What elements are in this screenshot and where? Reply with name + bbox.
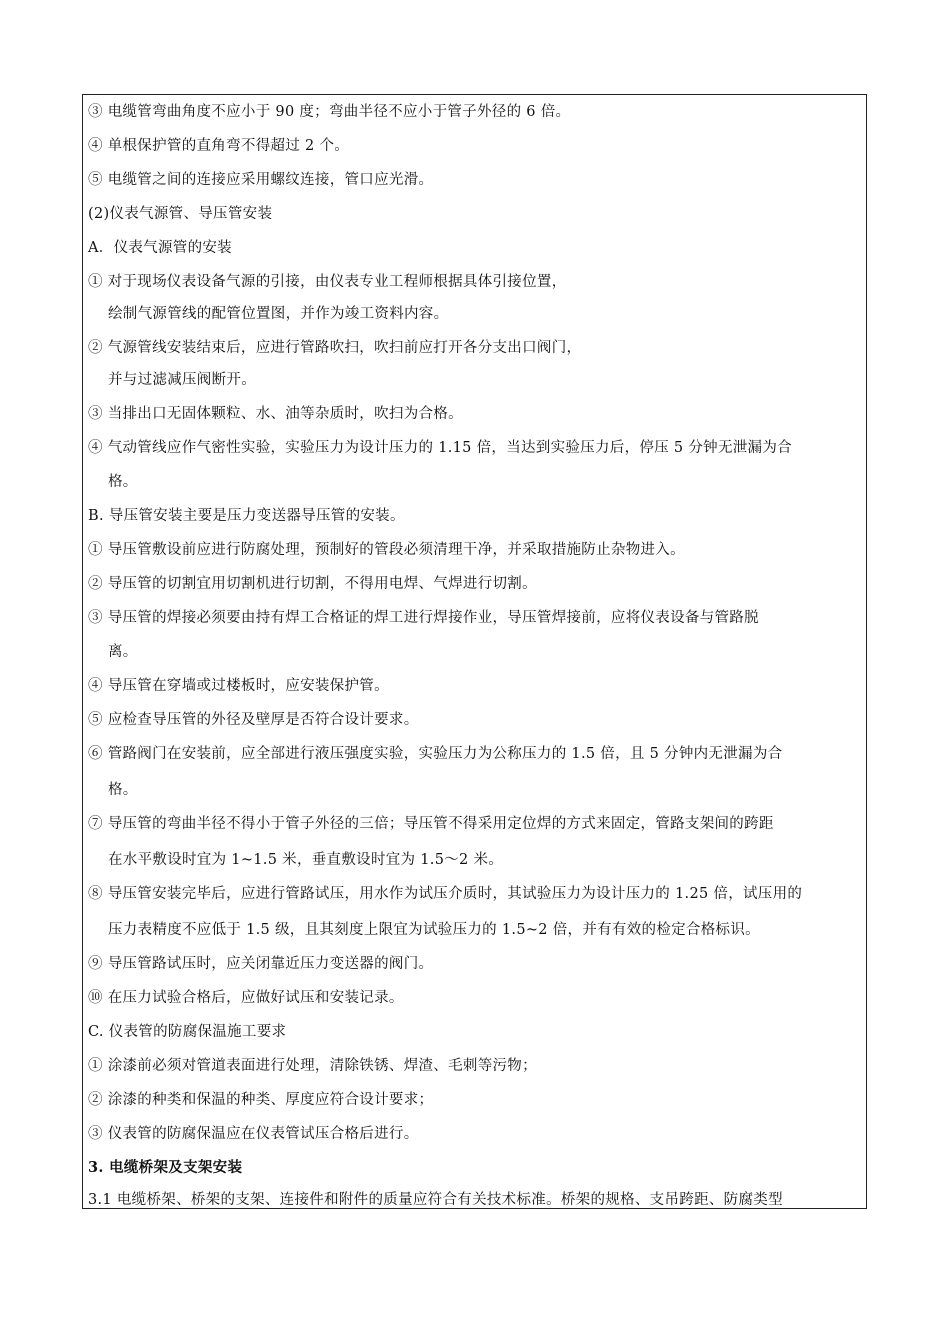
text-line: ① 涂漆前必须对管道表面进行处理，清除铁锈、焊渣、毛刺等污物；	[88, 1058, 537, 1074]
text-line: A．仪表气源管的安装	[88, 240, 232, 256]
text-line: B. 导压管安装主要是压力变送器导压管的安装。	[88, 508, 405, 524]
text-line: ② 导压管的切割宜用切割机进行切割，不得用电焊、气焊进行切割。	[88, 576, 537, 592]
text-line: ⑨ 导压管路试压时，应关闭靠近压力变送器的阀门。	[88, 956, 434, 972]
text-line: ④ 气动管线应作气密性实验，实验压力为设计压力的 1.15 倍，当达到实验压力后，停压 5 分钟无泄漏为合	[88, 440, 792, 456]
text-line: ② 涂漆的种类和保温的种类、厚度应符合设计要求；	[88, 1092, 434, 1108]
text-line: 在水平敷设时宜为 1~1.5 米，垂直敷设时宜为 1.5～2 米。	[108, 852, 504, 868]
text-line: ⑩ 在压力试验合格后，应做好试压和安装记录。	[88, 990, 404, 1006]
text-line: ③ 导压管的焊接必须要由持有焊工合格证的焊工进行焊接作业，导压管焊接前，应将仪表设备与管路脱	[88, 610, 759, 626]
text-line: 格。	[108, 782, 138, 798]
text-line: ② 气源管线安装结束后，应进行管路吹扫，吹扫前应打开各分支出口阀门，	[88, 340, 582, 356]
text-line: 并与过滤减压阀断开。	[108, 372, 256, 388]
text-line: 压力表精度不应低于 1.5 级，且其刻度上限宜为试验压力的 1.5~2 倍，并有有效的检定合格标识。	[108, 922, 760, 938]
text-line: ① 对于现场仪表设备气源的引接，由仪表专业工程师根据具体引接位置，	[88, 274, 567, 290]
text-line: ③ 当排出口无固体颗粒、水、油等杂质时，吹扫为合格。	[88, 406, 463, 422]
text-line: ① 导压管敷设前应进行防腐处理，预制好的管段必须清理干净，并采取措施防止杂物进入。	[88, 542, 685, 558]
text-line: ⑥ 管路阀门在安装前，应全部进行液压强度实验，实验压力为公称压力的 1.5 倍，且 5 分钟内无泄漏为合	[88, 746, 783, 762]
text-line: 离。	[108, 644, 138, 660]
text-line: 3.1 电缆桥架、桥架的支架、连接件和附件的质量应符合有关技术标准。桥架的规格、支吊跨距、防腐类型	[88, 1192, 783, 1208]
text-line: ③ 仪表管的防腐保温应在仪表管试压合格后进行。	[88, 1126, 419, 1142]
text-line: 绘制气源管线的配管位置图，并作为竣工资料内容。	[108, 306, 449, 322]
text-line: ⑤ 电缆管之间的连接应采用螺纹连接，管口应光滑。	[88, 172, 434, 188]
text-line: ④ 导压管在穿墙或过楼板时，应安装保护管。	[88, 678, 389, 694]
text-line: C. 仪表管的防腐保温施工要求	[88, 1024, 287, 1040]
text-line: 格。	[108, 474, 138, 490]
text-line: ⑧ 导压管安装完毕后，应进行管路试压，用水作为试压介质时，其试验压力为设计压力的 1.25 倍，试压用的	[88, 886, 803, 902]
text-line: ④ 单根保护管的直角弯不得超过 2 个。	[88, 138, 350, 154]
text-line: (2)仪表气源管、导压管安装	[88, 206, 273, 222]
text-line: ⑦ 导压管的弯曲半径不得小于管子外径的三倍；导压管不得采用定位焊的方式来固定，管路支架间的跨距	[88, 816, 774, 832]
text-line: ⑤ 应检查导压管的外径及壁厚是否符合设计要求。	[88, 712, 419, 728]
text-line: 3. 电缆桥架及支架安装	[88, 1159, 243, 1176]
text-line: ③ 电缆管弯曲角度不应小于 90 度；弯曲半径不应小于管子外径的 6 倍。	[88, 104, 571, 120]
